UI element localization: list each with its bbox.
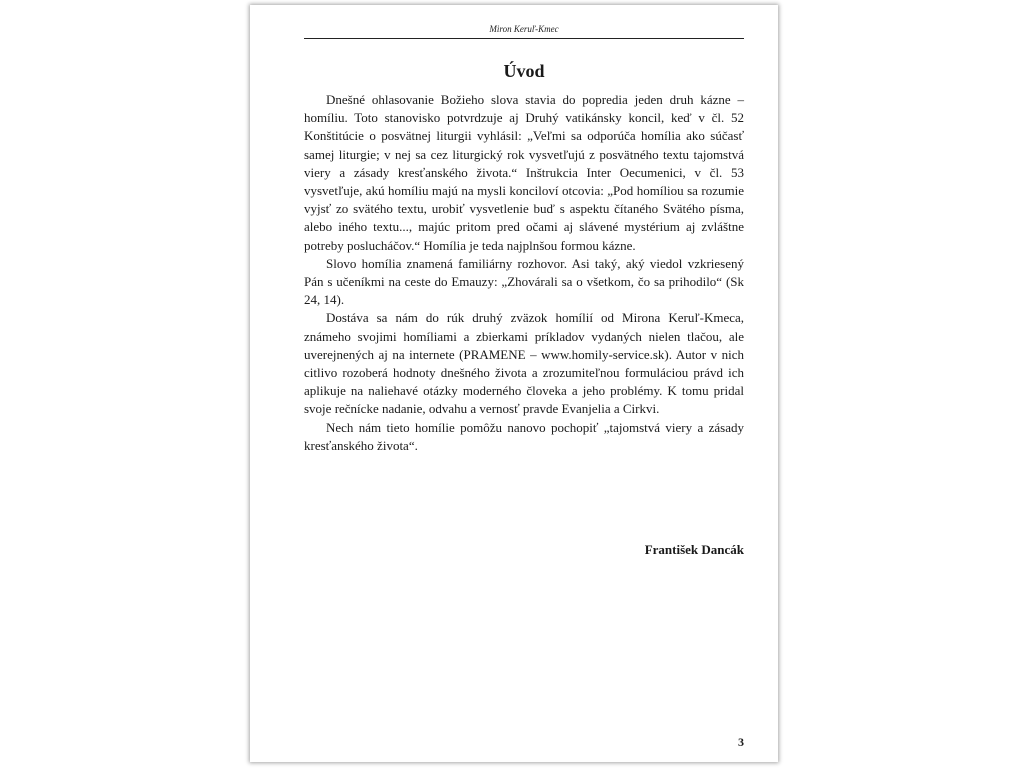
- chapter-title: Úvod: [503, 61, 545, 81]
- document-page: [250, 5, 778, 762]
- paragraph: Dostáva sa nám do rúk druhý zväzok homílií od Mirona Keruľ-Kmeca, známeho svojimi homíliami a zbierkami príkladov vydaných nielen tlačou, ale uverejnených aj na internete (PRAMENE – www.homily-service.sk). Autor v nich citlivo rozoberá hodnoty dnešného života a zrozumiteľnou formuláciou právd ich aplikuje na naliehavé otázky moderného človeka a jeho problémy. K tomu pridal svoje rečnícke nadanie, odvahu a vernosť pravde Evanjelia a Cirkvi.: [304, 310, 744, 417]
- body-text: [304, 91, 744, 455]
- author-signature: František Dancák: [644, 542, 744, 557]
- page-number: 3: [738, 735, 744, 749]
- paragraph: Dnešné ohlasovanie Božieho slova stavia do popredia jeden druh kázne – homíliu. Toto stanovisko potvrdzuje aj Druhý vatikánsky koncil, keď v čl. 52 Konštitúcie o posvätnej liturgii vyhlásil: „Veľmi sa odporúča homília ako súčasť samej liturgie; v nej sa cez liturgický rok vysvetľujú z posvätného textu tajomstvá viery a zásady kresťanského života.“ Inštrukcia Inter Oecumenici, v čl. 53 vysvetľuje, akú homíliu majú na mysli konciloví otcovia: „Pod homíliou sa rozumie vyjsť zo svätého textu, urobiť vysvetlenie buď s aspektu čítaného Svätého písma, alebo iného textu..., majúc pritom pred očami aj slávené mystérium aj zvláštne potreby poslucháčov.“ Homília je teda najplnšou formou kázne.: [304, 92, 744, 253]
- paragraph: Nech nám tieto homílie pomôžu nanovo pochopiť „tajomstvá viery a zásady kresťanského života“.: [304, 419, 744, 453]
- header-rule: [304, 38, 744, 39]
- running-head: Miron Keruľ-Kmec: [489, 24, 559, 34]
- paragraph: Slovo homília znamená familiárny rozhovor. Asi taký, aký viedol vzkriesený Pán s učeníkmi na ceste do Emauzy: „Zhovárali sa o všetkom, čo sa prihodilo“ (Sk 24, 14).: [304, 255, 744, 308]
